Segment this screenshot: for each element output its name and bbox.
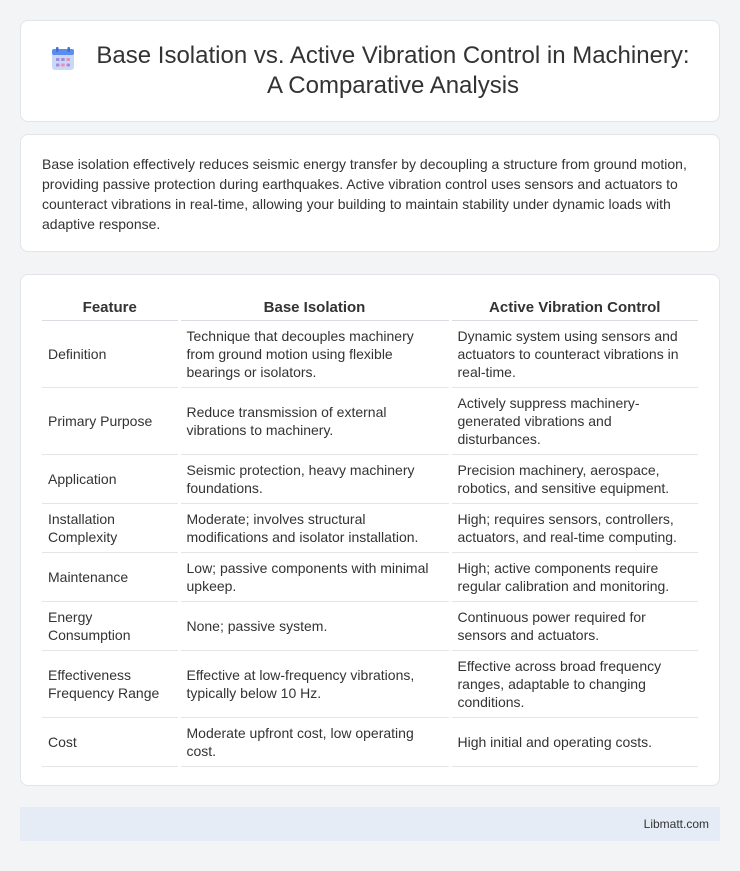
title-wrap xyxy=(21,21,719,121)
base-isolation-cell: Low; passive components with minimal upkeep. xyxy=(179,552,450,601)
table-row xyxy=(42,650,698,717)
feature-cell: Installation Complexity xyxy=(42,503,179,552)
comparison-table xyxy=(42,296,698,767)
table-row xyxy=(42,601,698,650)
base-isolation-cell: Reduce transmission of external vibrations to machinery. xyxy=(179,387,450,454)
feature-cell: Maintenance xyxy=(42,552,179,601)
feature-cell: Definition xyxy=(42,320,179,387)
active-control-cell: Dynamic system using sensors and actuators to counteract vibrations in real-time. xyxy=(450,320,698,387)
active-control-cell: Actively suppress machinery-generated vibrations and disturbances. xyxy=(450,387,698,454)
active-control-cell: High; active components require regular calibration and monitoring. xyxy=(450,552,698,601)
calendar-icon xyxy=(50,46,76,72)
table-header-row xyxy=(42,296,698,320)
feature-cell: Application xyxy=(42,454,179,503)
feature-cell: Energy Consumption xyxy=(42,601,179,650)
base-isolation-cell: Moderate upfront cost, low operating cost. xyxy=(179,717,450,766)
feature-cell: Primary Purpose xyxy=(42,387,179,454)
base-isolation-cell: Technique that decouples machinery from ground motion using flexible bearings or isolators. xyxy=(179,320,450,387)
active-control-cell: High; requires sensors, controllers, actuators, and real-time computing. xyxy=(450,503,698,552)
active-control-cell: Effective across broad frequency ranges, adaptable to changing conditions. xyxy=(450,650,698,717)
active-control-cell: High initial and operating costs. xyxy=(450,717,698,766)
active-control-cell: Precision machinery, aerospace, robotics, and sensitive equipment. xyxy=(450,454,698,503)
title-card xyxy=(20,20,720,122)
footer-brand: Libmatt.com xyxy=(643,817,709,831)
page-title-line2: A Comparative Analysis xyxy=(266,72,520,99)
footer xyxy=(20,807,720,841)
table-row xyxy=(42,320,698,387)
active-control-cell: Continuous power required for sensors and actuators. xyxy=(450,601,698,650)
table-row xyxy=(42,454,698,503)
header-active-vibration-control: Active Vibration Control xyxy=(450,296,698,320)
summary-card xyxy=(20,134,720,252)
header-base-isolation: Base Isolation xyxy=(179,296,450,320)
feature-cell: Effectiveness Frequency Range xyxy=(42,650,179,717)
comparison-table-card xyxy=(20,274,720,786)
table-row xyxy=(42,387,698,454)
summary-text: Base isolation effectively reduces seismic energy transfer by decoupling a structure from ground motion, providing passive protection during earthquakes. Active vibration control uses sensors and actuators to counteract vibrations in real-time, allowing your building to maintain stability under dynamic loads with adaptive response. xyxy=(42,156,687,232)
feature-cell: Cost xyxy=(42,717,179,766)
base-isolation-cell: None; passive system. xyxy=(179,601,450,650)
base-isolation-cell: Seismic protection, heavy machinery foundations. xyxy=(179,454,450,503)
table-row xyxy=(42,552,698,601)
base-isolation-cell: Moderate; involves structural modifications and isolator installation. xyxy=(179,503,450,552)
header-feature: Feature xyxy=(42,296,179,320)
table-row xyxy=(42,717,698,766)
page-title-line1: Base Isolation vs. Active Vibration Control in Machinery: xyxy=(96,42,690,69)
base-isolation-cell: Effective at low-frequency vibrations, typically below 10 Hz. xyxy=(179,650,450,717)
table-row xyxy=(42,503,698,552)
page-title xyxy=(96,41,689,101)
